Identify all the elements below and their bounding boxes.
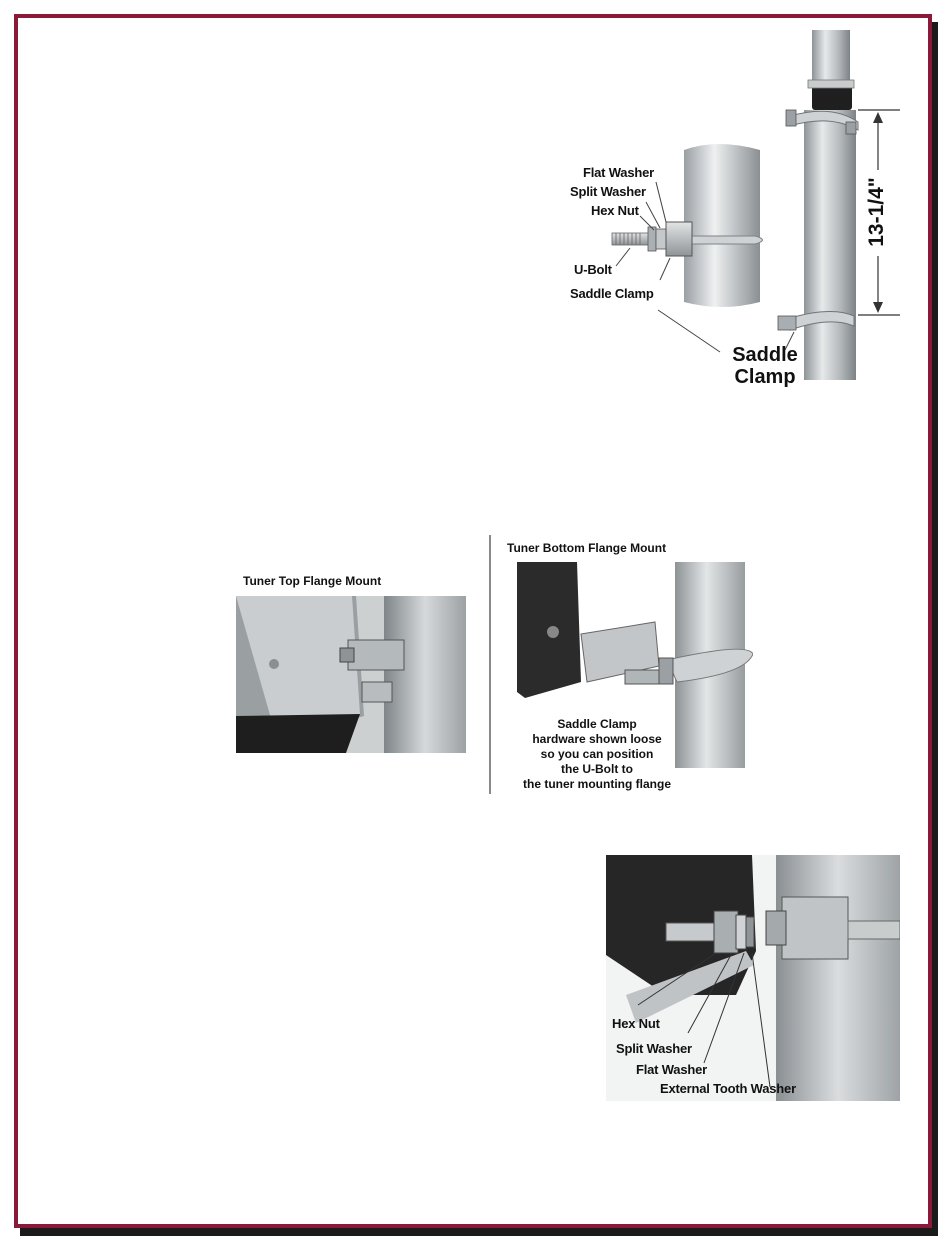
flange-note-line-4: the U-Bolt to <box>561 762 633 776</box>
flange-note <box>517 717 677 792</box>
bottom-flange-title: Tuner Bottom Flange Mount <box>507 541 667 555</box>
flange-note-line-5: the tuner mounting flange <box>523 777 671 791</box>
label-split-washer: Split Washer <box>570 184 646 199</box>
figure-divider <box>489 535 491 794</box>
closeup-label-flat-washer: Flat Washer <box>636 1062 708 1077</box>
cut-pipe <box>684 144 760 307</box>
label-saddle-clamp-large-line2: Clamp <box>734 366 796 388</box>
dimension-label: 13-1/4" <box>865 177 888 247</box>
label-hex-nut: Hex Nut <box>591 203 639 218</box>
label-saddle-clamp: Saddle Clamp <box>570 286 654 301</box>
closeup-label-external-tooth-washer: External Tooth Washer <box>660 1081 796 1096</box>
label-flat-washer: Flat Washer <box>583 165 655 180</box>
flange-note-line-3: so you can position <box>540 747 654 761</box>
closeup-label-hex-nut: Hex Nut <box>612 1016 660 1031</box>
label-u-bolt: U-Bolt <box>574 262 612 277</box>
top-flange-title: Tuner Top Flange Mount <box>243 574 382 588</box>
top-flange-photo <box>236 596 466 753</box>
closeup-label-split-washer: Split Washer <box>616 1041 692 1056</box>
flange-note-line-2: hardware shown loose <box>532 732 662 746</box>
label-saddle-clamp-large-line1: Saddle <box>732 344 798 366</box>
label-saddle-clamp-large <box>720 344 810 388</box>
flange-note-line-1: Saddle Clamp <box>557 717 637 731</box>
